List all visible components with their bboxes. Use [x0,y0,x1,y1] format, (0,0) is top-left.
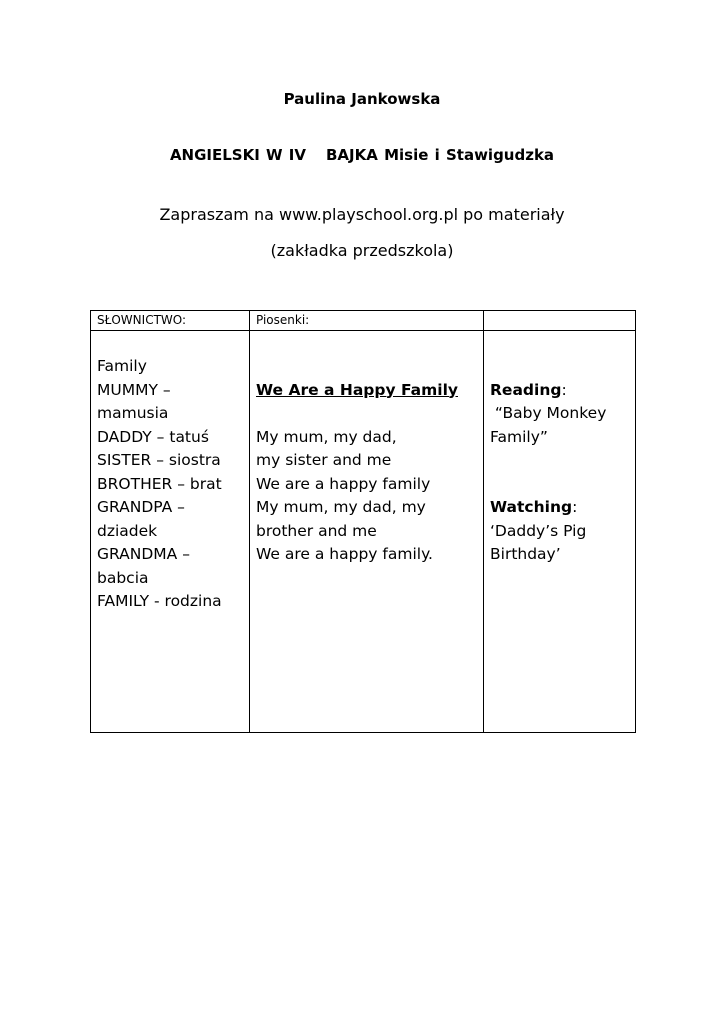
course-subtitle [0,146,724,164]
vocab-item: Family [97,357,147,375]
invite-note: (zakładka przedszkola) [270,241,454,260]
header-activities [484,311,636,331]
lesson-table [90,310,636,733]
reading-title: Family” [490,427,548,446]
vocab-item: BROTHER – brat [97,474,222,493]
watching-heading [490,496,629,520]
invite-line: Zapraszam na www.playschool.org.pl po materiały [159,205,565,224]
vocab-item: mamusia [97,404,169,422]
header-songs: Piosenki: [250,311,484,331]
song-title: We Are a Happy Family [256,380,458,399]
vocab-item: GRANDMA – [97,545,190,563]
reading-label: Reading [490,380,562,399]
vocab-item: SISTER – siostra [97,451,221,469]
activities-cell [484,331,636,733]
subtitle-story: BAJKA Misie i Stawigudzka [326,146,555,164]
table-header-row [91,311,636,331]
vocab-item: dziadek [97,521,158,540]
watching-title: ‘Daddy’s Pig [490,521,587,540]
song-line: We are a happy family. [256,545,433,563]
vocab-item: FAMILY - rodzina [97,592,222,610]
song-line: My mum, my dad, [256,427,397,446]
reading-heading [490,379,629,403]
header-vocabulary: SŁOWNICTWO: [91,311,250,331]
vocab-item: DADDY – tatuś [97,427,209,446]
vocabulary-cell [91,331,250,733]
reading-colon: : [561,380,567,399]
song-line: my sister and me [256,451,392,469]
author-name: Paulina Jankowska [283,90,441,108]
subtitle-course: ANGIELSKI W IV [169,146,306,164]
table-content-row [91,331,636,733]
watching-label: Watching [490,498,573,516]
song-line: We are a happy family [256,474,431,493]
reading-title: “Baby Monkey [490,404,607,422]
song-line: My mum, my dad, my [256,498,426,516]
song-cell [250,331,484,733]
watching-colon: : [572,498,578,516]
vocab-item: GRANDPA – [97,498,185,516]
song-line: brother and me [256,521,377,540]
watching-title: Birthday’ [490,545,561,563]
vocab-item: MUMMY – [97,380,171,399]
vocab-item: babcia [97,568,149,587]
